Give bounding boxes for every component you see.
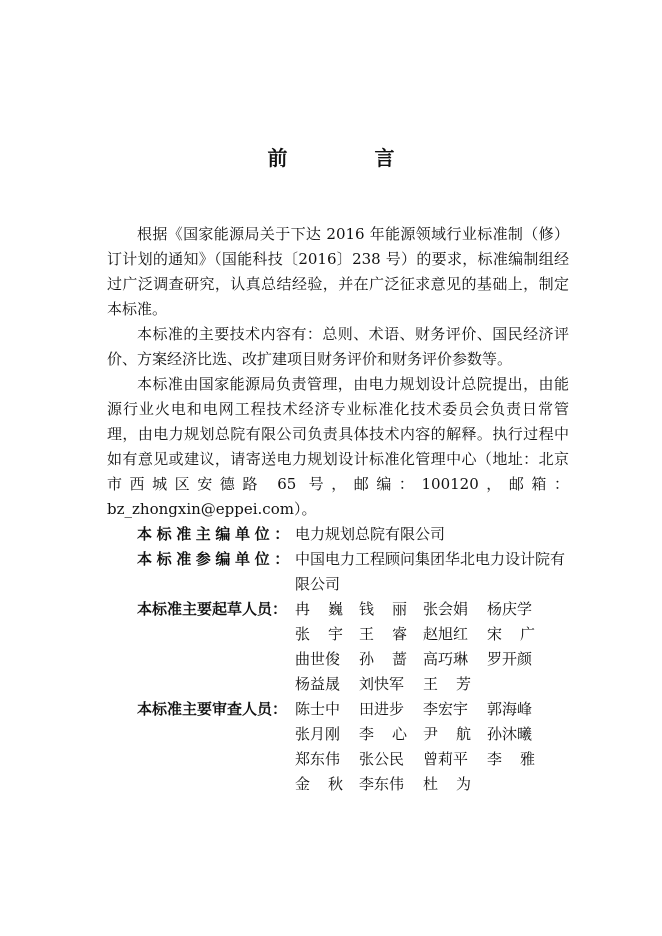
drafters-names [295,597,577,697]
reviewers-name: 张公民 [359,750,405,768]
reviewers-label: 本标准主要审查人员： [137,700,288,718]
drafters-name: 王 芳 [423,675,471,693]
reviewers-name: 曾莉平 [423,750,469,768]
reviewers-name: 张月刚 [295,725,341,743]
reviewers-name: 金 秋 [295,775,343,793]
reviewers-name: 尹 航 [423,725,471,743]
drafters-name: 罗开颜 [487,650,533,668]
drafters-name: 刘快军 [359,675,405,693]
contributors-block [137,522,577,797]
reviewers-name: 郑东伟 [295,750,341,768]
drafters-label: 本标准主要起草人员： [137,600,288,618]
chief-editor-value: 电力规划总院有限公司 [295,525,446,543]
paragraph-basis: 根据《国家能源局关于下达 2016 年能源领域行业标准制（修）订计划的通知》（国能科技〔2016〕238 号）的要求，标准编制组经过广泛调查研究，认真总结经验，并在广泛征求意见的基础上，制定本标准。 [107,225,569,318]
reviewers-name: 李 心 [359,725,407,743]
drafters-name: 张 宇 [295,625,343,643]
paragraph-management: 本标准由国家能源局负责管理，由电力规划设计总院提出，由能源行业火电和电网工程技术经济专业标准化技术委员会负责日常管理，由电力规划总院有限公司负责具体技术内容的解释。执行过程中如有意见或建议，请寄送电力规划设计标准化管理中心（地址：北京市西城区安德路 65 号，邮编：100120，邮箱：bz_zhongxin@eppei.com）。 [107,375,569,518]
drafters-name: 孙 蔷 [359,650,407,668]
reviewers-name: 郭海峰 [487,700,533,718]
reviewers-name: 陈士中 [295,700,341,718]
drafters-name: 杨益晟 [295,675,341,693]
drafters-name: 杨庆学 [487,600,533,618]
co-editor-row [137,547,577,597]
chief-editor-label: 本标准主编单位： [137,525,294,543]
drafters-name: 王 睿 [359,625,407,643]
reviewers-name: 孙沐曦 [487,725,533,743]
drafters-name: 高巧琳 [423,650,469,668]
reviewers-row [137,697,577,797]
drafters-row [137,597,577,697]
reviewers-name: 李 雅 [487,750,535,768]
drafters-name: 张会娟 [423,600,469,618]
paragraph-content: 本标准的主要技术内容有：总则、术语、财务评价、国民经济评价、方案经济比选、改扩建项目财务评价和财务评价参数等。 [107,325,569,368]
drafters-name: 赵旭红 [423,625,469,643]
drafters-name: 冉 巍 [295,600,343,618]
reviewers-name: 田进步 [359,700,405,718]
reviewers-name: 杜 为 [423,775,471,793]
drafters-name: 曲世俊 [295,650,341,668]
drafters-name: 宋 广 [487,625,535,643]
page-title: 前 言 [267,146,435,170]
co-editor-label: 本标准参编单位： [137,550,294,568]
co-editor-value: 中国电力工程顾问集团华北电力设计院有限公司 [295,550,566,593]
drafters-name: 钱 丽 [359,600,407,618]
chief-editor-row [137,522,577,547]
reviewers-name: 李宏宇 [423,700,469,718]
preface-body [107,222,569,522]
reviewers-names [295,697,577,797]
reviewers-name: 李东伟 [359,775,405,793]
